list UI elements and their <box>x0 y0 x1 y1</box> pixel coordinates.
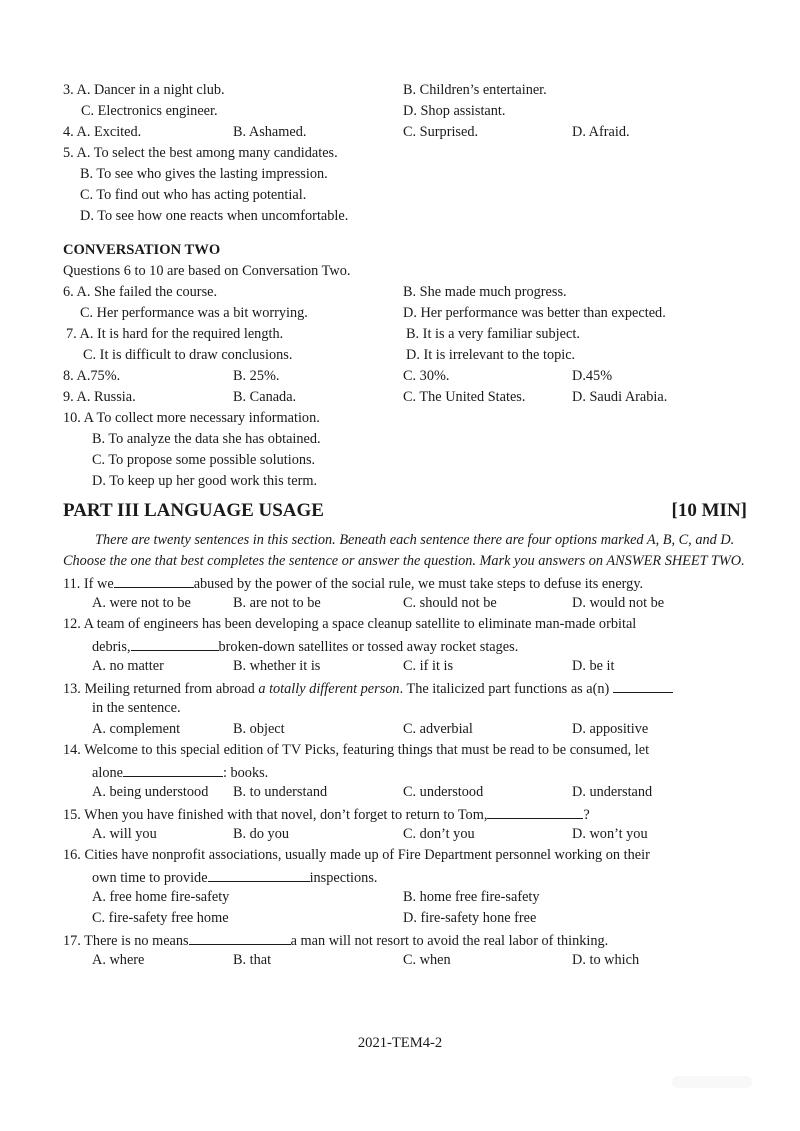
q4-row <box>63 122 755 143</box>
page-footer: 2021-TEM4-2 <box>357 1035 443 1051</box>
q12-stem-end: broken-down satellites or tossed away rocket stages. <box>218 639 519 655</box>
q3-row-1 <box>63 80 755 101</box>
q11-options <box>63 593 755 614</box>
q15-stem-start: 15. When you have finished with that novel, don’t forget to return to Tom, <box>63 807 488 823</box>
q9-row <box>63 387 755 408</box>
q16-option-c: C. fire-safety free home <box>92 910 229 926</box>
q12-stem-line1: 12. A team of engineers has been developing a space cleanup satellite to eliminate man-made orbital <box>63 616 637 632</box>
q12-options <box>63 656 755 677</box>
q7-row-2 <box>63 345 755 366</box>
q16-stem-1 <box>63 845 755 866</box>
q5-row-d <box>63 206 755 227</box>
q11-option-c: C. should not be <box>403 595 497 611</box>
q13-option-a: A. complement <box>92 721 181 737</box>
q4-option-a: 4. A. Excited. <box>63 124 142 140</box>
q14-blank <box>123 761 223 777</box>
q16-option-b: B. home free fire-safety <box>403 889 540 905</box>
q11-option-b: B. are not to be <box>233 595 321 611</box>
q17-blank <box>189 929 291 945</box>
q11-option-a: A. were not to be <box>92 595 191 611</box>
q5-option-a: 5. A. To select the best among many candidates. <box>63 145 338 161</box>
q16-stem-2 <box>63 866 755 887</box>
q8-option-c: C. 30%. <box>403 368 450 384</box>
q14-options <box>63 782 755 803</box>
section-intro: Questions 6 to 10 are based on Conversation Two. <box>63 263 351 279</box>
q10-option-b: B. To analyze the data she has obtained. <box>92 431 321 447</box>
q15-stem <box>63 803 755 824</box>
q7-option-c: C. It is difficult to draw conclusions. <box>83 347 293 363</box>
q12-stem-start: debris, <box>92 639 131 655</box>
q17-option-a: A. where <box>92 952 145 968</box>
q9-option-b: B. Canada. <box>233 389 297 405</box>
q4-option-d: D. Afraid. <box>572 124 630 140</box>
part-time: [10 MIN] <box>671 500 747 521</box>
q17-option-b: B. that <box>233 952 272 968</box>
part-title: PART III LANGUAGE USAGE <box>63 500 324 521</box>
q13-stem-1 <box>63 677 755 698</box>
q12-option-c: C. if it is <box>403 658 454 674</box>
part-instructions: There are twenty sentences in this section. Beneath each sentence there are four options marked A, B, C, and D. Choose the one that best completes the sentence or answer the question. Mark you answers on ANSWER SHEET TWO. <box>63 532 745 569</box>
q10-row-b <box>63 429 755 450</box>
q11-stem-start: 11. If we <box>63 576 114 592</box>
q17-stem <box>63 929 755 950</box>
faint-watermark <box>672 1076 752 1088</box>
q17-stem-start: 17. There is no means <box>63 933 189 949</box>
q13-option-b: B. object <box>233 721 285 737</box>
q9-option-c: C. The United States. <box>403 389 526 405</box>
q13-stem-start: 13. Meiling returned from abroad <box>63 681 259 697</box>
q14-stem-line1: 14. Welcome to this special edition of TV Picks, featuring things that must be read to be consumed, let <box>63 742 650 758</box>
q6-row-1 <box>63 282 755 303</box>
q10-option-d: D. To keep up her good work this term. <box>92 473 318 489</box>
q15-option-a: A. will you <box>92 826 157 842</box>
q3-option-a: 3. A. Dancer in a night club. <box>63 82 225 98</box>
exam-page <box>63 80 755 971</box>
q14-option-d: D. understand <box>572 784 653 800</box>
q16-stem-end: inspections. <box>309 870 378 886</box>
q5-option-b: B. To see who gives the lasting impression. <box>80 166 328 182</box>
q4-option-b: B. Ashamed. <box>233 124 307 140</box>
q16-blank <box>208 866 310 882</box>
q12-blank <box>131 635 219 651</box>
q15-option-c: C. don’t you <box>403 826 475 842</box>
q6-option-d: D. Her performance was better than expected. <box>403 305 666 321</box>
q14-option-b: B. to understand <box>233 784 328 800</box>
q14-stem-start: alone <box>92 765 123 781</box>
q14-option-c: C. understood <box>403 784 484 800</box>
q10-option-a: 10. A To collect more necessary information. <box>63 410 320 426</box>
q6-option-b: B. She made much progress. <box>403 284 567 300</box>
q3-option-c: C. Electronics engineer. <box>81 103 218 119</box>
q17-stem-end: a man will not resort to avoid the real labor of thinking. <box>290 933 609 949</box>
q16-option-d: D. fire-safety hone free <box>403 910 537 926</box>
q15-stem-end: ? <box>583 807 590 823</box>
q17-option-d: D. to which <box>572 952 640 968</box>
q3-option-d: D. Shop assistant. <box>403 103 506 119</box>
q13-italic-part: a totally different person <box>258 681 400 697</box>
q5-row-c <box>63 185 755 206</box>
q8-option-d: D.45% <box>572 368 613 384</box>
q8-option-a: 8. A.75%. <box>63 368 121 384</box>
conversation-two-heading <box>63 240 755 261</box>
q15-options <box>63 824 755 845</box>
q5-option-c: C. To find out who has acting potential. <box>80 187 307 203</box>
q9-option-d: D. Saudi Arabia. <box>572 389 668 405</box>
q7-row-1 <box>63 324 755 345</box>
q6-option-a: 6. A. She failed the course. <box>63 284 218 300</box>
conversation-two-intro <box>63 261 755 282</box>
q9-option-a: 9. A. Russia. <box>63 389 136 405</box>
q5-row-a <box>63 143 755 164</box>
q17-option-c: C. when <box>403 952 451 968</box>
q12-stem-1 <box>63 614 755 635</box>
q15-option-b: B. do you <box>233 826 290 842</box>
q14-stem-2 <box>63 761 755 782</box>
q8-row <box>63 366 755 387</box>
q6-option-c: C. Her performance was a bit worrying. <box>80 305 308 321</box>
q5-row-b <box>63 164 755 185</box>
q14-stem-1 <box>63 740 755 761</box>
q11-blank <box>114 572 194 588</box>
q7-option-a: 7. A. It is hard for the required length. <box>66 326 284 342</box>
q15-option-d: D. won’t you <box>572 826 648 842</box>
q13-option-d: D. appositive <box>572 721 649 737</box>
q15-blank <box>487 803 583 819</box>
q12-option-d: D. be it <box>572 658 615 674</box>
q16-stem-start: own time to provide <box>92 870 208 886</box>
q10-row-d <box>63 471 755 492</box>
q12-option-a: A. no matter <box>92 658 164 674</box>
q12-option-b: B. whether it is <box>233 658 321 674</box>
q16-option-a: A. free home fire-safety <box>92 889 230 905</box>
q13-blank <box>613 677 673 693</box>
q14-option-a: A. being understood <box>92 784 209 800</box>
q3-row-2 <box>63 101 755 122</box>
q7-option-b: B. It is a very familiar subject. <box>406 326 580 342</box>
q8-option-b: B. 25%. <box>233 368 280 384</box>
q13-option-c: C. adverbial <box>403 721 473 737</box>
q10-row-a <box>63 408 755 429</box>
q16-options-1 <box>63 887 755 908</box>
q5-option-d: D. To see how one reacts when uncomfortable. <box>80 208 349 224</box>
q13-stem-2 <box>63 698 755 719</box>
q17-options <box>63 950 755 971</box>
section-title: CONVERSATION TWO <box>63 242 221 258</box>
q3-option-b: B. Children’s entertainer. <box>403 82 547 98</box>
q10-row-c <box>63 450 755 471</box>
q7-option-d: D. It is irrelevant to the topic. <box>406 347 576 363</box>
q16-options-2 <box>63 908 755 929</box>
q13-stem-line2: in the sentence. <box>92 700 181 716</box>
q14-stem-end: : books. <box>222 765 269 781</box>
q16-stem-line1: 16. Cities have nonprofit associations, usually made up of Fire Department personnel working on their <box>63 847 650 863</box>
q13-options <box>63 719 755 740</box>
q4-option-c: C. Surprised. <box>403 124 479 140</box>
q10-option-c: C. To propose some possible solutions. <box>92 452 316 468</box>
part-three-heading <box>63 494 755 526</box>
q12-stem-2 <box>63 635 755 656</box>
q13-stem-end: . The italicized part functions as a(n) <box>399 681 610 697</box>
q11-stem-end: abused by the power of the social rule, we must take steps to defuse its energy. <box>193 576 644 592</box>
q11-option-d: D. would not be <box>572 595 665 611</box>
q6-row-2 <box>63 303 755 324</box>
q11-stem <box>63 572 755 593</box>
